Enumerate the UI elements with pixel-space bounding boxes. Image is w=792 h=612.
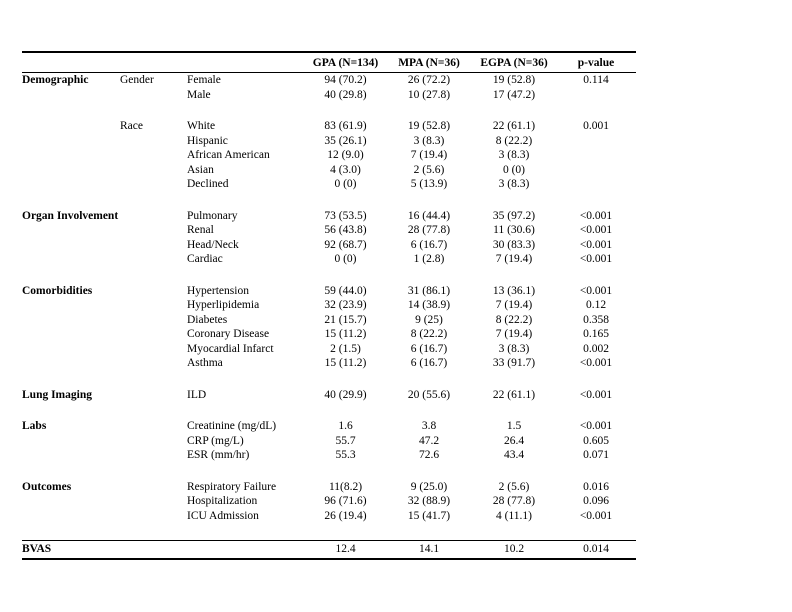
- cell-p: [556, 163, 636, 178]
- cell-label: African American: [187, 149, 270, 161]
- cell-sub: [120, 419, 187, 434]
- cell-gpa: 55.7: [335, 434, 356, 447]
- cell-category: BVAS: [22, 541, 120, 560]
- cell-egpa: 35 (97.2): [492, 209, 536, 222]
- spacer-cell: [22, 267, 636, 284]
- cell-mpa: 8 (22.2): [410, 328, 448, 340]
- table-row: [22, 134, 636, 149]
- cell-sub: [120, 327, 187, 342]
- cell-egpa: 4 (11.1): [496, 509, 532, 522]
- cell-label: Creatinine (mg/dL): [187, 420, 277, 432]
- col-header-egpa: EGPA (N=36): [472, 52, 556, 73]
- cell-label: Pulmonary: [187, 209, 238, 222]
- col-header-mpa: MPA (N=36): [386, 52, 472, 73]
- cell-p: <0.001: [579, 238, 613, 251]
- cell-sub: Gender: [120, 74, 154, 86]
- cell-p: <0.001: [579, 357, 613, 369]
- cell-p: [556, 134, 636, 149]
- table-row: [22, 119, 636, 134]
- cell-mpa: 20 (55.6): [407, 388, 451, 401]
- cell-gpa: 12 (9.0): [327, 149, 364, 161]
- cell-category: Comorbidities: [22, 284, 93, 297]
- table-header: [22, 52, 636, 73]
- cell-egpa: 8 (22.2): [495, 313, 533, 326]
- spacer-cell: [22, 192, 636, 209]
- header-subcategory-blank: [120, 52, 187, 73]
- spacer-row: [22, 192, 636, 209]
- cell-category: Labs: [22, 420, 47, 432]
- spacer-cell: [22, 402, 636, 419]
- cell-gpa: 1.6: [338, 420, 353, 432]
- cell-gpa: 11(8.2): [328, 480, 363, 493]
- cell-gpa: 0 (0): [334, 178, 357, 190]
- cell-label: Head/Neck: [187, 238, 239, 251]
- cell-sub: [120, 356, 187, 371]
- cell-mpa: 72.6: [418, 449, 440, 461]
- cell-sub: [120, 238, 187, 253]
- cell-p: [556, 148, 636, 163]
- cell-mpa: 2 (5.6): [413, 163, 445, 176]
- cell-p: 0.12: [585, 299, 607, 311]
- cell-sub: [120, 134, 187, 149]
- cell-egpa: 22 (61.1): [492, 388, 536, 401]
- cell-egpa: 26.4: [503, 434, 525, 447]
- cell-label: Diabetes: [187, 313, 228, 326]
- cell-egpa: 7 (19.4): [495, 328, 533, 340]
- cell-sub: [120, 342, 187, 357]
- cohort-comparison-table: [22, 51, 636, 560]
- cell-egpa: 11 (30.6): [493, 224, 535, 236]
- cell-sub: [120, 88, 187, 103]
- cell-egpa: 17 (47.2): [492, 88, 536, 101]
- cell-label: [187, 541, 305, 560]
- table-row: [22, 342, 636, 357]
- table-row: [22, 419, 636, 434]
- cell-egpa: 7 (19.4): [495, 253, 533, 265]
- cell-sub: [120, 434, 187, 449]
- cell-sub: [120, 284, 187, 299]
- cell-mpa: 47.2: [418, 434, 440, 447]
- table-row: [22, 541, 636, 560]
- cell-mpa: 15 (41.7): [407, 509, 451, 522]
- cell-category: Organ Involvement: [22, 209, 119, 222]
- cell-category: [22, 119, 120, 134]
- cell-egpa: 33 (91.7): [492, 357, 536, 369]
- header-category-blank: [22, 52, 120, 73]
- table-row: [22, 209, 636, 224]
- cell-gpa: 94 (70.2): [324, 74, 367, 86]
- cell-label: CRP (mg/L): [187, 434, 244, 447]
- cell-p: 0.114: [583, 74, 609, 86]
- cell-category: [22, 342, 120, 357]
- table-row: [22, 88, 636, 103]
- cell-label: Respiratory Failure: [187, 480, 277, 493]
- cell-gpa: 15 (11.2): [324, 357, 367, 369]
- cell-gpa: 12.4: [305, 541, 386, 560]
- cell-mpa: 1 (2.8): [413, 253, 445, 265]
- cell-egpa: 10.2: [472, 541, 556, 560]
- table-row: [22, 163, 636, 178]
- cell-label: Asian: [187, 163, 214, 176]
- cell-gpa: 21 (15.7): [324, 313, 367, 326]
- cell-sub: [120, 209, 187, 224]
- cell-gpa: 40 (29.8): [324, 88, 367, 101]
- cell-egpa: 13 (36.1): [492, 284, 536, 297]
- cell-category: [22, 298, 120, 313]
- cell-p: 0.358: [583, 313, 609, 326]
- table-row: [22, 494, 636, 509]
- cell-p: <0.001: [579, 420, 613, 432]
- cell-category: [22, 494, 120, 509]
- cell-egpa: 3 (8.3): [498, 149, 530, 161]
- cell-category: Demographic: [22, 74, 89, 86]
- table-row: [22, 448, 636, 463]
- cell-mpa: 5 (13.9): [410, 178, 448, 190]
- cell-category: [22, 509, 120, 524]
- cell-label: White: [187, 120, 216, 132]
- cell-egpa: 43.4: [503, 449, 525, 461]
- cell-sub: [120, 494, 187, 509]
- spacer-cell: [22, 463, 636, 480]
- cell-p: 0.001: [583, 120, 609, 132]
- cell-label: Asthma: [187, 357, 223, 369]
- cell-label: Male: [187, 88, 211, 101]
- cell-category: Lung Imaging: [22, 388, 92, 401]
- cell-egpa: 3 (8.3): [498, 178, 530, 190]
- cell-label: ESR (mm/hr): [187, 449, 250, 461]
- cell-p: [556, 88, 636, 103]
- cell-p: <0.001: [579, 388, 613, 401]
- spacer-row: [22, 463, 636, 480]
- cell-sub: [120, 177, 187, 192]
- col-header-pvalue: p-value: [556, 52, 636, 73]
- table-row: [22, 313, 636, 328]
- table-row: [22, 298, 636, 313]
- cell-sub: [120, 388, 187, 403]
- cell-sub: [120, 163, 187, 178]
- cell-mpa: 16 (44.4): [407, 209, 451, 222]
- cell-mpa: 26 (72.2): [407, 74, 451, 86]
- table-body: [22, 73, 636, 560]
- cell-p: [556, 177, 636, 192]
- cell-label: Hyperlipidemia: [187, 299, 260, 311]
- cell-p: 0.014: [556, 541, 636, 560]
- cell-gpa: 2 (1.5): [330, 342, 361, 355]
- cell-p: 0.016: [583, 480, 609, 493]
- table-row: [22, 73, 636, 88]
- cell-sub: [120, 252, 187, 267]
- cell-category: [22, 356, 120, 371]
- cell-category: [22, 434, 120, 449]
- spacer-row: [22, 523, 636, 541]
- cell-p: <0.001: [579, 209, 613, 222]
- cell-category: [22, 134, 120, 149]
- cell-gpa: 4 (3.0): [330, 163, 361, 176]
- cell-egpa: 0 (0): [502, 163, 526, 176]
- cell-p: 0.071: [583, 449, 609, 461]
- cell-gpa: 59 (44.0): [324, 284, 367, 297]
- cell-category: [22, 163, 120, 178]
- cell-sub: [120, 448, 187, 463]
- cell-sub: [120, 541, 187, 560]
- cell-mpa: 7 (19.4): [410, 149, 448, 161]
- spacer-row: [22, 267, 636, 284]
- cell-mpa: 9 (25.0): [410, 480, 448, 493]
- cell-label: Cardiac: [187, 253, 223, 265]
- cell-egpa: 3 (8.3): [498, 342, 530, 355]
- cell-egpa: 1.5: [506, 420, 522, 432]
- cell-egpa: 28 (77.8): [492, 495, 536, 507]
- cell-category: Outcomes: [22, 480, 72, 493]
- cell-mpa: 3.8: [421, 420, 437, 432]
- spacer-cell: [22, 371, 636, 388]
- cell-category: [22, 177, 120, 192]
- table-row: [22, 327, 636, 342]
- cell-gpa: 73 (53.5): [324, 209, 367, 222]
- table-row: [22, 434, 636, 449]
- table-row: [22, 252, 636, 267]
- cell-category: [22, 252, 120, 267]
- cell-mpa: 6 (16.7): [410, 238, 448, 251]
- cell-sub: [120, 223, 187, 238]
- cell-sub: [120, 313, 187, 328]
- cell-p: 0.605: [583, 434, 609, 447]
- cell-gpa: 26 (19.4): [324, 509, 367, 522]
- spacer-row: [22, 371, 636, 388]
- spacer-cell: [22, 523, 636, 541]
- table-row: [22, 238, 636, 253]
- cell-label: ILD: [187, 388, 207, 401]
- cell-label: Hypertension: [187, 284, 249, 297]
- table-row: [22, 356, 636, 371]
- table-row: [22, 509, 636, 524]
- cell-sub: [120, 148, 187, 163]
- cell-p: <0.001: [579, 284, 613, 297]
- cell-gpa: 15 (11.2): [324, 328, 367, 340]
- table-row: [22, 148, 636, 163]
- cell-p: 0.165: [583, 328, 609, 340]
- cell-label: Renal: [187, 224, 214, 236]
- cell-gpa: 83 (61.9): [324, 120, 367, 132]
- header-item-blank: [187, 52, 305, 73]
- cell-gpa: 96 (71.6): [324, 495, 367, 507]
- cell-p: <0.001: [579, 253, 613, 265]
- cell-mpa: 28 (77.8): [407, 224, 451, 236]
- cell-label: Female: [187, 74, 221, 86]
- cell-mpa: 19 (52.8): [407, 120, 451, 132]
- cell-sub: Race: [120, 120, 143, 132]
- cell-mpa: 14 (38.9): [407, 299, 451, 311]
- cell-gpa: 55.3: [335, 449, 356, 461]
- table-row: [22, 388, 636, 403]
- cell-label: Myocardial Infarct: [187, 342, 274, 355]
- cell-p: 0.002: [583, 342, 609, 355]
- cohort-comparison-table-wrap: [22, 51, 636, 560]
- cell-category: [22, 313, 120, 328]
- cell-egpa: 30 (83.3): [492, 238, 536, 251]
- spacer-row: [22, 102, 636, 119]
- cell-category: [22, 327, 120, 342]
- cell-gpa: 56 (43.8): [324, 224, 367, 236]
- cell-gpa: 92 (68.7): [324, 238, 367, 251]
- cell-label: Hispanic: [187, 134, 228, 147]
- cell-category: [22, 223, 120, 238]
- cell-egpa: 22 (61.1): [492, 120, 536, 132]
- cell-mpa: 9 (25): [415, 313, 443, 326]
- cell-category: [22, 148, 120, 163]
- cell-category: [22, 238, 120, 253]
- col-header-gpa: GPA (N=134): [305, 52, 386, 73]
- cell-p: <0.001: [579, 509, 613, 522]
- cell-mpa: 6 (16.7): [410, 357, 448, 369]
- cell-mpa: 3 (8.3): [413, 134, 445, 147]
- cell-mpa: 6 (16.7): [410, 342, 448, 355]
- cell-mpa: 14.1: [386, 541, 472, 560]
- cell-gpa: 32 (23.9): [324, 299, 367, 311]
- cell-mpa: 32 (88.9): [407, 495, 451, 507]
- cell-label: ICU Admission: [187, 509, 259, 522]
- cell-label: Declined: [187, 178, 229, 190]
- cell-p: 0.096: [583, 495, 609, 507]
- cell-category: [22, 88, 120, 103]
- cell-sub: [120, 509, 187, 524]
- cell-egpa: 8 (22.2): [495, 134, 533, 147]
- cell-gpa: 0 (0): [334, 253, 357, 265]
- header-row: [22, 52, 636, 73]
- spacer-cell: [22, 102, 636, 119]
- cell-category: [22, 448, 120, 463]
- cell-egpa: 7 (19.4): [495, 299, 533, 311]
- table-row: [22, 177, 636, 192]
- table-row: [22, 284, 636, 299]
- cell-sub: [120, 298, 187, 313]
- cell-egpa: 2 (5.6): [498, 480, 530, 493]
- cell-p: <0.001: [579, 224, 613, 236]
- cell-label: Hospitalization: [187, 495, 258, 507]
- cell-gpa: 35 (26.1): [324, 134, 367, 147]
- cell-sub: [120, 480, 187, 495]
- cell-mpa: 10 (27.8): [407, 88, 451, 101]
- cell-gpa: 40 (29.9): [324, 388, 367, 401]
- cell-egpa: 19 (52.8): [492, 74, 536, 86]
- cell-label: Coronary Disease: [187, 328, 270, 340]
- spacer-row: [22, 402, 636, 419]
- table-row: [22, 223, 636, 238]
- table-row: [22, 480, 636, 495]
- cell-mpa: 31 (86.1): [407, 284, 451, 297]
